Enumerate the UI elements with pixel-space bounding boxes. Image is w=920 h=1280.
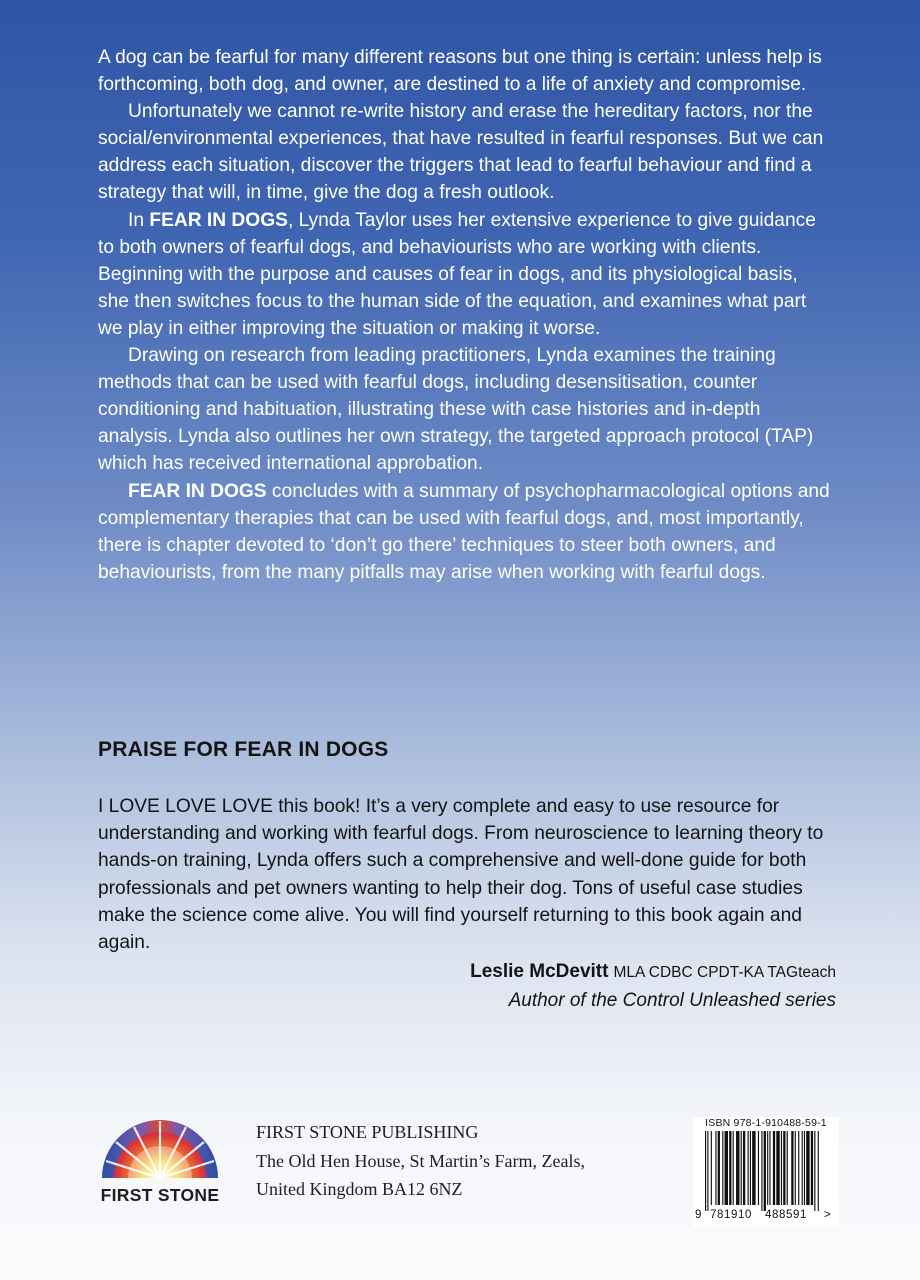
barcode-bar [733, 1131, 734, 1205]
barcode-bar [750, 1131, 751, 1205]
barcode-bar [776, 1131, 779, 1205]
blurb-p3-pre: In [128, 209, 150, 231]
publisher-name: FIRST STONE PUBLISHING [256, 1122, 479, 1142]
barcode-bar [787, 1131, 788, 1205]
barcode-bar [758, 1131, 759, 1205]
barcode-bar [773, 1131, 775, 1205]
blurb-p3-title: FEAR IN DOGS [149, 209, 288, 231]
barcode-bar [729, 1131, 731, 1205]
barcode-bar [783, 1131, 785, 1205]
barcode-bar [769, 1131, 770, 1205]
barcode-bar [741, 1131, 742, 1205]
barcode-bar [795, 1131, 796, 1205]
barcode-bar [806, 1131, 809, 1205]
barcode-bar [802, 1131, 803, 1205]
barcode-arrow: > [824, 1209, 831, 1221]
publisher-address-line-1: The Old Hen House, St Martin’s Farm, Zeals, [256, 1150, 585, 1171]
barcode-digits [693, 1207, 839, 1225]
barcode-bar [718, 1131, 720, 1205]
blurb-p5-title: FEAR IN DOGS [128, 480, 267, 502]
quote-attribution [470, 957, 836, 1015]
blurb-paragraph-2: Unfortunately we cannot re-write history and erase the hereditary factors, nor the social/environmental experiences, that have resulted in fearful responses. But we can address each situation, discover the triggers that lead to fearful behaviour and find a strategy that will, in time, give the dog a fresh outlook. [98, 101, 824, 204]
barcode-bar [722, 1131, 723, 1205]
barcode-bar [707, 1131, 708, 1211]
barcode-bar [814, 1131, 815, 1211]
blurb-paragraph-4: Drawing on research from leading practitioners, Lynda examines the training methods that can be used with fearful dogs, including desensitisation, counter conditioning and habituation, illustrating these with case histories and in-depth analysis. Lynda also outlines her own strategy, the targeted approach protocol (TAP) which has received international approbation. [98, 345, 814, 475]
barcode-bar [748, 1131, 749, 1205]
attribution-line [470, 957, 836, 987]
isbn-barcode [693, 1117, 839, 1227]
barcode-bar [767, 1131, 768, 1205]
barcode-bars [693, 1131, 839, 1211]
publisher-address-line-2: United Kingdom BA12 6NZ [256, 1179, 463, 1199]
author-role: Author of the Control Unleashed series [508, 990, 836, 1011]
blurb-paragraph-5 [98, 478, 833, 586]
barcode-digit-first: 9 [695, 1209, 702, 1221]
barcode-bar [764, 1131, 766, 1211]
sunrise-logo-icon [100, 1118, 220, 1180]
barcode-bar [752, 1131, 755, 1205]
barcode-digit-group-2: 488591 [765, 1209, 807, 1221]
blurb-paragraph-1: A dog can be fearful for many different reasons but one thing is certain: unless help is forthcoming, both dog, and owner, are destined to a life of anxiety and compromise. [98, 47, 822, 96]
barcode-bar [781, 1131, 782, 1205]
isbn-label: ISBN 978-1-910488-59-1 [705, 1117, 827, 1129]
praise-heading: PRAISE FOR FEAR IN DOGS [98, 738, 389, 761]
barcode-bar [736, 1131, 739, 1205]
barcode-bar [715, 1131, 716, 1205]
publisher-logo [92, 1118, 228, 1206]
barcode-bar [711, 1131, 712, 1205]
barcode-bar [743, 1131, 745, 1205]
blurb-p3-post: , Lynda Taylor uses her extensive experience to give guidance to both owners of fearful dogs, and behaviourists who are working with clients. Beginning with the purpose and causes of fear in dogs, and its physiological basis, she then switches focus to the human side of the equation, and examines what part we play in either improving the situation or making it worse. [98, 209, 816, 339]
barcode-bar [725, 1131, 728, 1205]
barcode-digit-group-1: 781910 [710, 1209, 752, 1221]
barcode-bar [818, 1131, 819, 1211]
author-credentials: MLA CDBC CPDT-KA TAGteach [613, 964, 836, 981]
barcode-bar [705, 1131, 706, 1211]
barcode-bar [791, 1131, 793, 1205]
barcode-bar [761, 1131, 762, 1211]
book-blurb [98, 44, 833, 586]
barcode-bar [798, 1131, 799, 1205]
publisher-address-block [256, 1118, 585, 1204]
blurb-p5-post: concludes with a summary of psychopharmacological options and complementary therapies that can be used with fearful dogs, and, most importantly, there is chapter devoted to ‘don’t go there’ techniques to steer both owners, and behaviourists, from the many pitfalls may arise when working with fearful dogs. [98, 480, 830, 583]
author-name: Leslie McDevitt [470, 961, 609, 982]
barcode-bar [804, 1131, 805, 1205]
barcode-bar [811, 1131, 813, 1205]
logo-wordmark: FIRST STONE [100, 1185, 220, 1205]
praise-quote: I LOVE LOVE LOVE this book! It’s a very complete and easy to use resource for understanding and working with fearful dogs. From neuroscience to learning theory to hands-on training, Lynda offers such a comprehensive and well-done guide for both professionals and pet owners wanting to help their dog. Tons of useful case studies make the science come alive. You will find yourself returning to this book again and again. [98, 796, 824, 954]
blurb-paragraph-3 [98, 207, 833, 342]
